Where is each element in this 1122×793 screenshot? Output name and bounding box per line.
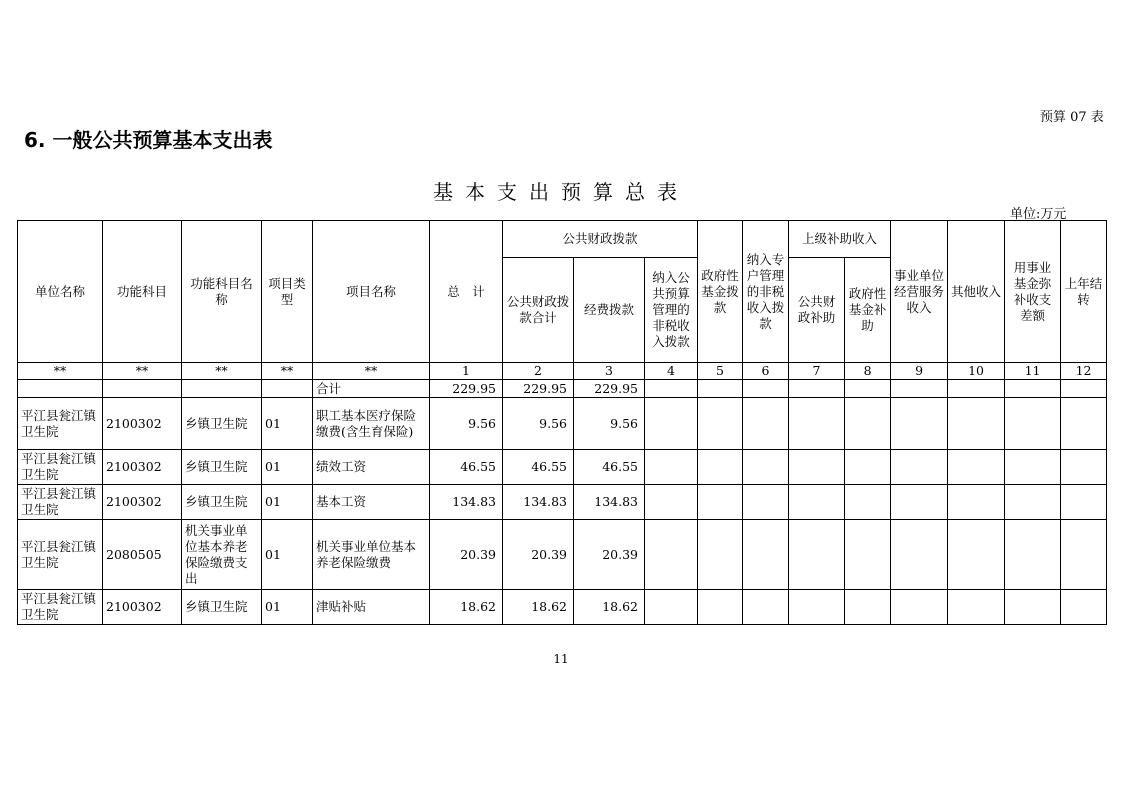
table-row: [18, 485, 1107, 520]
row-func: 2100302: [103, 398, 182, 450]
row-pf-total: 134.83: [503, 485, 574, 520]
header-fund-supplement: 用事业基金弥补收支差额: [1005, 221, 1061, 363]
header-non-tax-budget: 纳入公共预算管理的非税收入拨款: [645, 258, 698, 363]
row-project: 职工基本医疗保险缴费(含生育保险): [313, 398, 430, 450]
header-carryover: 上年结转: [1061, 221, 1107, 363]
row-project: 绩效工资: [313, 450, 430, 485]
header-project-name: 项目名称: [313, 221, 430, 363]
table-row: [18, 590, 1107, 625]
index-cell: **: [103, 363, 182, 380]
row-func-name: 乡镇卫生院: [182, 485, 262, 520]
row-func-name: 机关事业单位基本养老保险缴费支出: [182, 520, 262, 590]
table-row: [18, 450, 1107, 485]
index-cell: 6: [743, 363, 789, 380]
row-pf-total: 18.62: [503, 590, 574, 625]
index-cell: 2: [503, 363, 574, 380]
row-func-name: 乡镇卫生院: [182, 450, 262, 485]
header-gov-fund-subsidy: 政府性基金补助: [845, 258, 891, 363]
row-unit: 平江县瓮江镇卫生院: [18, 450, 103, 485]
row-unit: 平江县瓮江镇卫生院: [18, 485, 103, 520]
header-public-finance: 公共财政拨款: [503, 221, 698, 258]
row-func-name: 乡镇卫生院: [182, 590, 262, 625]
row-total: 46.55: [430, 450, 503, 485]
header-public-finance-subsidy: 公共财政补助: [789, 258, 845, 363]
row-type: 01: [262, 398, 313, 450]
section-title: 6. 一般公共预算基本支出表: [24, 128, 273, 152]
index-cell: 4: [645, 363, 698, 380]
row-total: 18.62: [430, 590, 503, 625]
index-cell: **: [182, 363, 262, 380]
header-business-income: 事业单位经营服务收入: [891, 221, 948, 363]
row-type: 01: [262, 520, 313, 590]
header-unit-name: 单位名称: [18, 221, 103, 363]
header-other-income: 其他收入: [948, 221, 1005, 363]
total-funds-allocation: 229.95: [574, 380, 645, 398]
row-func: 2100302: [103, 590, 182, 625]
row-project: 基本工资: [313, 485, 430, 520]
unit-label: 单位:万元: [1010, 207, 1067, 222]
total-label: 合计: [313, 380, 430, 398]
page-number: 11: [553, 652, 569, 666]
index-cell: **: [313, 363, 430, 380]
header-public-finance-total: 公共财政拨款合计: [503, 258, 574, 363]
row-funds: 9.56: [574, 398, 645, 450]
header-funds-allocation: 经费拨款: [574, 258, 645, 363]
form-number: 预算 07 表: [1040, 110, 1104, 125]
row-unit: 平江县瓮江镇卫生院: [18, 520, 103, 590]
index-cell: 7: [789, 363, 845, 380]
index-cell: 10: [948, 363, 1005, 380]
row-unit: 平江县瓮江镇卫生院: [18, 398, 103, 450]
row-funds: 18.62: [574, 590, 645, 625]
row-func: 2080505: [103, 520, 182, 590]
header-total: 总 计: [430, 221, 503, 363]
header-higher-subsidy: 上级补助收入: [789, 221, 891, 258]
index-row: [18, 363, 1107, 380]
row-func: 2100302: [103, 485, 182, 520]
row-type: 01: [262, 590, 313, 625]
row-project: 津贴补贴: [313, 590, 430, 625]
index-cell: 11: [1005, 363, 1061, 380]
index-cell: **: [18, 363, 103, 380]
index-cell: **: [262, 363, 313, 380]
header-func-subject: 功能科目: [103, 221, 182, 363]
row-type: 01: [262, 450, 313, 485]
row-func: 2100302: [103, 450, 182, 485]
header-non-tax-special: 纳入专户管理的非税收入拨款: [743, 221, 789, 363]
index-cell: 9: [891, 363, 948, 380]
row-type: 01: [262, 485, 313, 520]
total-row: [18, 380, 1107, 398]
row-unit: 平江县瓮江镇卫生院: [18, 590, 103, 625]
total-public-finance: 229.95: [503, 380, 574, 398]
index-cell: 1: [430, 363, 503, 380]
row-total: 20.39: [430, 520, 503, 590]
index-cell: 3: [574, 363, 645, 380]
row-total: 134.83: [430, 485, 503, 520]
header-project-type: 项目类型: [262, 221, 313, 363]
row-pf-total: 9.56: [503, 398, 574, 450]
row-funds: 46.55: [574, 450, 645, 485]
row-func-name: 乡镇卫生院: [182, 398, 262, 450]
row-project: 机关事业单位基本养老保险缴费: [313, 520, 430, 590]
index-cell: 5: [698, 363, 743, 380]
table-row: [18, 398, 1107, 450]
table-title: 基本支出预算总表: [433, 180, 689, 204]
row-funds: 134.83: [574, 485, 645, 520]
row-pf-total: 20.39: [503, 520, 574, 590]
header-func-subject-name: 功能科目名称: [182, 221, 262, 363]
row-total: 9.56: [430, 398, 503, 450]
index-cell: 12: [1061, 363, 1107, 380]
header-gov-fund: 政府性基金拨款: [698, 221, 743, 363]
row-pf-total: 46.55: [503, 450, 574, 485]
budget-table: [17, 220, 1107, 625]
index-cell: 8: [845, 363, 891, 380]
total-value: 229.95: [430, 380, 503, 398]
table-row: [18, 520, 1107, 590]
row-funds: 20.39: [574, 520, 645, 590]
